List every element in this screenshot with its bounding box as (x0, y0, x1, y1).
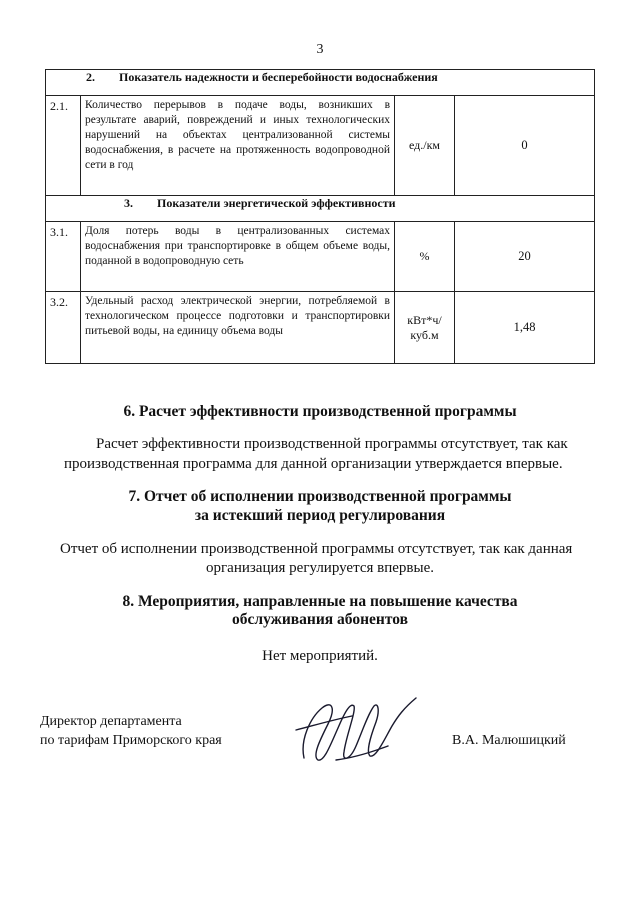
row-description: Удельный расход электрической энергии, потребляемой в технологическом процессе подготовки и транспортировки питьевой воды, на единицу объема воды (81, 292, 395, 364)
section6-heading: 6. Расчет эффективности производственной программы (123, 403, 517, 420)
row-description: Количество перерывов в подаче воды, возникших в результате аварий, повреждений и иных технологических нарушений на объектах централизованной системы водоснабжения, в расчете на протяженность водопроводной сети в год (81, 96, 395, 196)
section6-text-line1: Расчет эффективности производственной программы отсутствует, так как (96, 436, 568, 452)
section8-heading-line2: обслуживания абонентов (232, 611, 408, 628)
section-number: 2. (86, 70, 95, 84)
row-index: 3.1. (46, 222, 81, 292)
section8-heading-line1: 8. Мероприятия, направленные на повышение качества (122, 593, 518, 610)
signer-position-line1: Директор департамента (40, 714, 182, 729)
section-row-3 (46, 196, 595, 222)
signer-position (40, 712, 222, 750)
unit-line: кВт*ч/ (407, 312, 442, 327)
table-row (46, 96, 595, 196)
section-row-2 (46, 70, 595, 96)
section7-text-line1: Отчет об исполнении производственной программы отсутствует, так как данная (60, 541, 573, 557)
unit-line: куб.м (410, 327, 439, 342)
row-value: 20 (455, 222, 595, 292)
signer-position-line2: по тарифам Приморского края (40, 733, 222, 748)
section6-text-line2: производственная программа для данной организации утверждается впервые. (64, 456, 563, 472)
section7-text-line2: организация регулируется впервые. (206, 560, 434, 576)
row-unit: % (395, 222, 455, 292)
section7-heading-line1: 7. Отчет об исполнении производственной программы (128, 488, 512, 505)
table-row (46, 292, 595, 364)
section7-heading-line2: за истекший период регулирования (194, 507, 446, 524)
section-title: Показатель надежности и бесперебойности водоснабжения (119, 70, 438, 84)
signer-name: В.А. Малюшицкий (452, 733, 566, 748)
indicators-table (45, 69, 595, 364)
handwritten-signature (292, 690, 422, 770)
row-description: Доля потерь воды в централизованных системах водоснабжения при транспортировке в общем объеме воды, поданной в водопроводную сеть (81, 222, 395, 292)
row-unit: ед./км (395, 96, 455, 196)
section-number: 3. (124, 196, 133, 210)
table-row (46, 222, 595, 292)
row-index: 3.2. (46, 292, 81, 364)
row-value: 1,48 (455, 292, 595, 364)
section-title: Показатели энергетической эффективности (157, 196, 396, 210)
row-value: 0 (455, 96, 595, 196)
page-number: 3 (316, 42, 324, 57)
section8-text: Нет мероприятий. (262, 648, 378, 664)
row-index: 2.1. (46, 96, 81, 196)
row-unit (395, 292, 455, 364)
